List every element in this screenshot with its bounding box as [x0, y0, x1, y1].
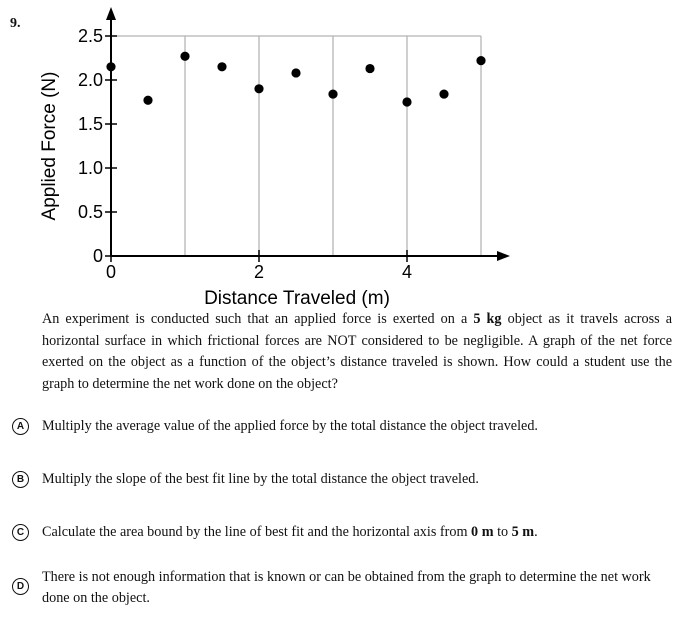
stem-mass-value: 5 kg — [473, 311, 502, 327]
choice-b-text: Multiply the slope of the best fit line by the total distance the object traveled. — [42, 471, 479, 487]
x-tick-label: 2 — [253, 262, 265, 282]
data-point — [476, 56, 485, 65]
y-tick-label: 1.0 — [77, 158, 103, 178]
stem-text-1: An experiment is conducted such that an applied force is exerted on a — [42, 311, 474, 327]
choice-c-text-3: . — [534, 524, 538, 540]
data-point — [439, 89, 448, 98]
choice-c-start-value: 0 m — [471, 524, 494, 540]
choice-b[interactable] — [12, 469, 672, 490]
data-point — [365, 64, 374, 73]
data-point — [402, 97, 411, 106]
choice-c[interactable] — [12, 522, 672, 543]
choice-c-text-1: Calculate the area bound by the line of best fit and the horizontal axis from — [42, 524, 472, 540]
choice-b-badge: B — [12, 471, 29, 488]
y-tick-label: 1.5 — [77, 114, 103, 134]
choice-d-text: There is not enough information that is known or can be obtained from the graph to determine the net work done on the object. — [42, 569, 651, 606]
choice-a[interactable] — [12, 416, 672, 437]
chart-ticks — [78, 26, 412, 282]
choice-a-text: Multiply the average value of the applied force by the total distance the object traveled. — [42, 418, 538, 434]
y-tick-label: 0.5 — [77, 202, 103, 222]
choice-c-badge: C — [12, 524, 29, 541]
y-axis-label: Applied Force (N) — [39, 71, 60, 221]
stem-text-2: object as it travels across a horizontal surface in which frictional forces are NOT considered to be negligible. A graph of the net force exerted on the object as a function of the object’s distance traveled is shown. How could a student use the graph to determine the net work done on the object? — [42, 311, 673, 392]
question-number: 9. — [10, 16, 21, 31]
choice-c-text-2: to — [493, 524, 512, 540]
choice-a-badge: A — [12, 418, 29, 435]
choice-c-text — [42, 522, 672, 543]
data-point — [291, 68, 300, 77]
y-tick-label: 0 — [92, 246, 103, 266]
data-point — [143, 96, 152, 105]
x-tick-label: 4 — [401, 262, 413, 282]
y-tick-label: 2.0 — [77, 70, 103, 90]
data-point — [328, 89, 337, 98]
chart-points — [106, 52, 485, 107]
question-stem — [42, 309, 672, 395]
data-point — [217, 62, 226, 71]
scatter-chart — [0, 0, 700, 310]
y-axis-arrow — [106, 7, 116, 20]
choice-c-end-value: 5 m — [511, 524, 535, 540]
data-point — [180, 52, 189, 61]
x-axis-label: Distance Traveled (m) — [204, 288, 390, 309]
data-point — [106, 62, 115, 71]
chart-axes — [106, 7, 510, 261]
y-tick-label: 2.5 — [77, 26, 103, 46]
x-tick-label: 0 — [105, 262, 117, 282]
data-point — [254, 84, 263, 93]
choice-d-badge: D — [12, 578, 29, 595]
choice-d[interactable] — [12, 567, 672, 609]
x-axis-arrow — [497, 251, 510, 261]
